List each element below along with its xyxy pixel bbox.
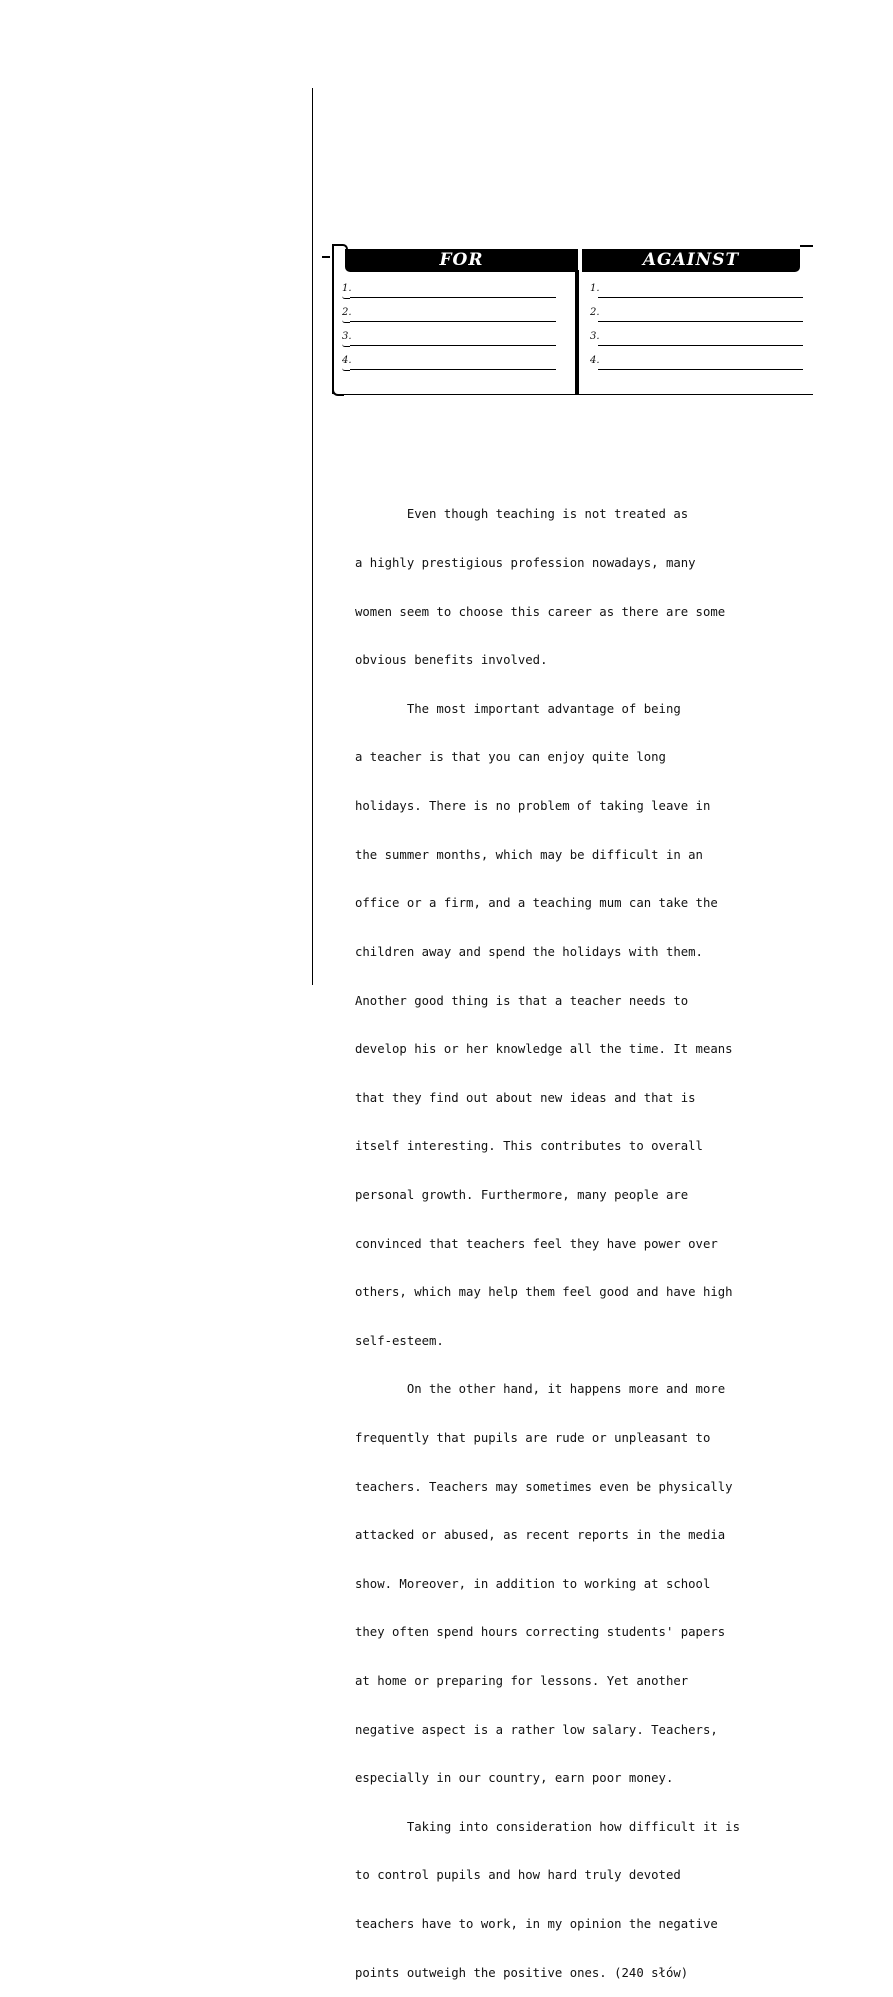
essay-line: especially in our country, earn poor money. [355, 1771, 674, 1786]
for-answer-line [350, 345, 556, 346]
row-tick [342, 320, 350, 323]
essay-line: itself interesting. This contributes to overall [355, 1139, 703, 1154]
row-tick [342, 296, 350, 299]
for-row-number: 1. [342, 283, 352, 294]
essay-line: negative aspect is a rather low salary. Teachers, [355, 1722, 718, 1737]
essay-line: points outweigh the positive ones. (240 słów) [355, 1965, 689, 1980]
for-answer-line [350, 321, 556, 322]
essay-line: convinced that teachers feel they have power over [355, 1236, 718, 1251]
essay-line: office or a firm, and a teaching mum can take the [355, 896, 718, 911]
essay-line: The most important advantage of being [355, 701, 681, 716]
against-row-number: 4. [590, 355, 600, 366]
for-row-number: 3. [342, 331, 352, 342]
for-row-number: 4. [342, 355, 352, 366]
against-row [588, 304, 803, 328]
for-header: FOR [345, 249, 578, 272]
against-row [588, 328, 803, 352]
against-row [588, 352, 803, 376]
essay-line: personal growth. Furthermore, many people are [355, 1187, 689, 1202]
essay-line: On the other hand, it happens more and more [355, 1382, 726, 1397]
against-row [588, 280, 803, 304]
header-rail [800, 245, 813, 247]
against-answer-line [598, 369, 803, 370]
essay-text [355, 474, 805, 1997]
essay-line: others, which may help them feel good and have high [355, 1285, 733, 1300]
essay-line: Even though teaching is not treated as [355, 507, 689, 522]
essay-line: teachers have to work, in my opinion the negative [355, 1917, 718, 1932]
worksheet-frame-left [332, 244, 334, 394]
for-column [340, 280, 556, 376]
essay-line: teachers. Teachers may sometimes even be physically [355, 1479, 733, 1494]
for-answer-line [350, 297, 556, 298]
row-tick [342, 368, 350, 371]
essay-line: they often spend hours correcting students' papers [355, 1625, 726, 1640]
essay-line: a highly prestigious profession nowadays, many [355, 556, 696, 571]
essay-line: a teacher is that you can enjoy quite long [355, 750, 666, 765]
essay-line: to control pupils and how hard truly devoted [355, 1868, 681, 1883]
essay-line: obvious benefits involved. [355, 653, 548, 668]
essay-line: attacked or abused, as recent reports in the media [355, 1528, 726, 1543]
essay-line: at home or preparing for lessons. Yet another [355, 1674, 689, 1689]
essay-line: Another good thing is that a teacher needs to [355, 993, 689, 1008]
for-against-worksheet [320, 240, 813, 400]
margin-dash [322, 256, 330, 258]
for-answer-line [350, 369, 556, 370]
against-answer-line [598, 297, 803, 298]
for-row-number: 2. [342, 307, 352, 318]
essay-line: that they find out about new ideas and that is [355, 1090, 696, 1105]
against-row-number: 2. [590, 307, 600, 318]
essay-line: Taking into consideration how difficult it is [355, 1819, 740, 1834]
for-row [340, 304, 556, 328]
against-answer-line [598, 321, 803, 322]
essay-line: women seem to choose this career as there are some [355, 604, 726, 619]
essay-line: develop his or her knowledge all the time. It means [355, 1042, 733, 1057]
against-row-number: 1. [590, 283, 600, 294]
for-row [340, 328, 556, 352]
row-tick [342, 344, 350, 347]
essay-line: self-esteem. [355, 1333, 444, 1348]
essay-line: the summer months, which may be difficult in an [355, 847, 703, 862]
essay-line: children away and spend the holidays with them. [355, 944, 703, 959]
essay-line: holidays. There is no problem of taking leave in [355, 799, 711, 814]
against-answer-line [598, 345, 803, 346]
essay-line: frequently that pupils are rude or unpleasant to [355, 1430, 711, 1445]
margin-rule [312, 88, 313, 985]
essay-line: show. Moreover, in addition to working at school [355, 1576, 711, 1591]
against-column [588, 280, 803, 376]
against-header: AGAINST [582, 249, 800, 272]
for-row [340, 280, 556, 304]
against-row-number: 3. [590, 331, 600, 342]
column-divider [575, 270, 579, 395]
for-row [340, 352, 556, 376]
